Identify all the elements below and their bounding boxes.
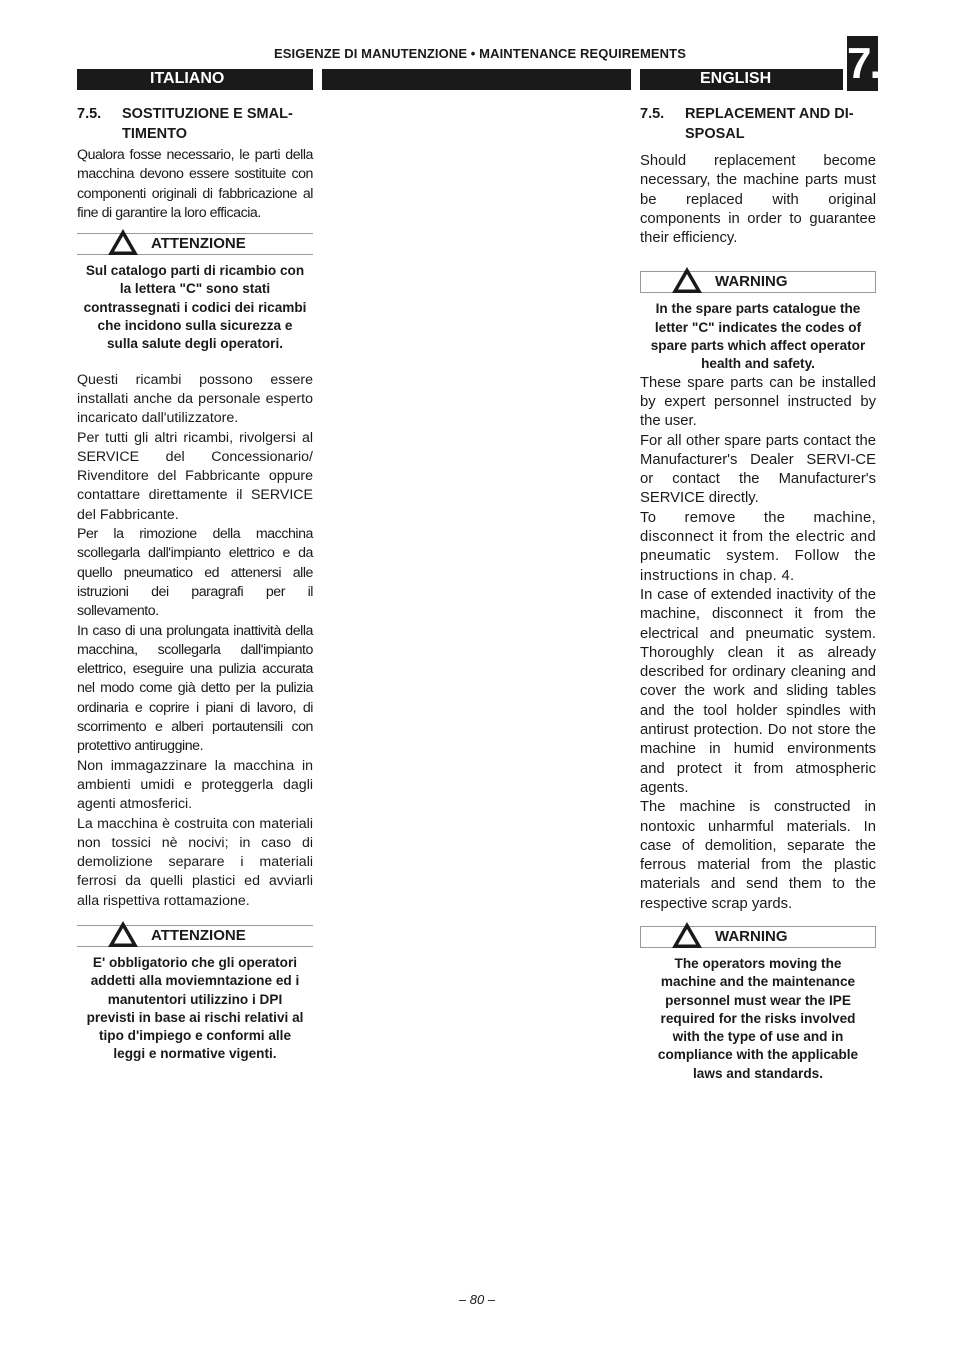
page-header-title: ESIGENZE DI MANUTENZIONE • MAINTENANCE REQUIREMENTS bbox=[274, 46, 686, 61]
paragraph: Non immagazzinare la macchina in ambienti umidi e proteggerla dagli agenti atmosferici. bbox=[77, 757, 313, 813]
warning-header bbox=[640, 926, 876, 948]
section-heading bbox=[640, 105, 876, 144]
warning-label: WARNING bbox=[715, 927, 788, 945]
paragraph: La macchina è costruita con materiali non tossici nè nocivi; in caso di demolizione separare i materiali ferrosi da quelli plastici ed avviarli alla rispettiva rottamazione. bbox=[77, 815, 313, 909]
paragraph: To remove the machine, disconnect it from the electric and pneumatic system. Follow the instructions in chap. 4. bbox=[640, 509, 876, 584]
intro-paragraph: Qualora fosse necessario, le parti della macchina devono essere sostituite con componenti originali di fabbricazione al fine di garantire la loro efficacia. bbox=[77, 147, 313, 221]
warning-triangle-icon bbox=[671, 921, 703, 949]
language-bar-english bbox=[640, 69, 843, 90]
warning-header bbox=[640, 271, 876, 293]
warning-text: The operators moving the machine and the maintenance personnel must wear the IPE required for the risks involved with the type of use and in compliance with the applicable laws and standards. bbox=[657, 955, 859, 1081]
paragraph: For all other spare parts contact the Manufacturer's Dealer SERVI-CE or contact the Manufacturer's SERVICE directly. bbox=[640, 432, 876, 507]
page-number: – 80 – bbox=[458, 1292, 496, 1307]
language-label-italian: ITALIANO bbox=[150, 70, 225, 87]
paragraph: In case of extended inactivity of the machine, disconnect it from the electrical and pneumatic system. Thoroughly clean it as already described for ordinary cleaning and cover the work and sliding tables and the tool holder spindles with antirust protection. Do not store the machine in humid environments and protect it from atmospheric agents. bbox=[640, 586, 876, 796]
paragraph: These spare parts can be installed by expert personnel instructed by the user. bbox=[640, 374, 876, 430]
section-number: 7.5. bbox=[77, 106, 102, 122]
warning-label: ATTENZIONE bbox=[151, 235, 246, 253]
language-label-english: ENGLISH bbox=[700, 70, 772, 87]
chapter-badge: 7. bbox=[847, 36, 878, 91]
warning-label: WARNING bbox=[715, 273, 788, 291]
warning-header bbox=[77, 925, 313, 947]
italian-column bbox=[77, 105, 313, 1064]
section-title: REPLACEMENT AND DI-SPOSAL bbox=[685, 106, 854, 142]
warning-text: Sul catalogo parti di ricambio con la lettera "C" sono stati contrassegnati i codici dei ricambi che incidono sulla sicurezza e sulla salute degli operatori. bbox=[83, 263, 307, 352]
paragraph: Questi ricambi possono essere installati anche da personale esperto incaricato dall'utilizzatore. bbox=[77, 371, 313, 427]
warning-triangle-icon bbox=[107, 920, 139, 948]
paragraph: Per tutti gli altri ricambi, rivolgersi al SERVICE del Concessionario/ Rivenditore del Fabbricante oppure contattare direttamente il SERVICE del Fabbricante. bbox=[77, 429, 313, 523]
section-number: 7.5. bbox=[640, 106, 665, 122]
warning-text: In the spare parts catalogue the letter "C" indicates the codes of spare parts which affect operator health and safety. bbox=[650, 301, 866, 372]
warning-text: E' obbligatorio che gli operatori addetti alla moviemntazione ed i manutentori utilizzino i DPI previsti in base ai rischi relativi al tipo d'impiego e conformi alle leggi e normative vigenti. bbox=[86, 954, 304, 1062]
warning-triangle-icon bbox=[107, 228, 139, 256]
intro-paragraph: Should replacement become necessary, the machine parts must be replaced with original components in order to guarantee their efficiency. bbox=[640, 153, 876, 247]
warning-label: ATTENZIONE bbox=[151, 926, 246, 944]
language-bar-italian bbox=[77, 69, 313, 90]
language-bar-divider bbox=[322, 69, 631, 90]
paragraph: In caso di una prolungata inattività della macchina, scollegarla dall'impianto elettrico, eseguire una pulizia accurata nel modo come già detto per la pulizia ordinaria e coprire i piani di lavoro, di scorrimento e alberi portautensili con protettivo antiruggine. bbox=[77, 622, 313, 755]
paragraph: The machine is constructed in nontoxic unharmful materials. In case of demolition, separate the ferrous material from the plastic materials and send them to the respective scrap yards. bbox=[640, 799, 876, 912]
english-column bbox=[640, 105, 876, 1083]
warning-triangle-icon bbox=[671, 266, 703, 294]
warning-header bbox=[77, 233, 313, 255]
section-title: SOSTITUZIONE E SMAL-TIMENTO bbox=[122, 106, 293, 142]
paragraph: Per la rimozione della macchina scollegarla dall'impianto elettrico e da quello pneumatico ed attenersi alle istruzioni dei paragrafi per il sollevamento. bbox=[77, 526, 313, 620]
section-heading bbox=[77, 105, 313, 144]
